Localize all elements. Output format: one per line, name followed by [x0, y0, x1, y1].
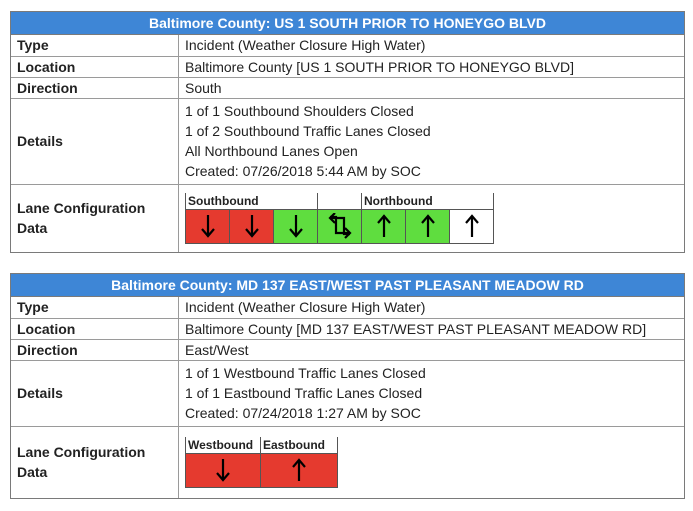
incident-title: Baltimore County: MD 137 EAST/WEST PAST PLEASANT MEADOW RD [11, 274, 684, 297]
lane-cell-open [406, 209, 450, 243]
arrow-down-icon [200, 213, 216, 239]
detail-line: 1 of 1 Southbound Shoulders Closed [185, 103, 414, 119]
lane-cell-open [274, 209, 318, 243]
type-label: Type [11, 35, 179, 56]
direction-value: East/West [179, 339, 685, 360]
detail-line: Created: 07/26/2018 5:44 AM by SOC [185, 163, 421, 179]
two-way-turn-icon [327, 213, 353, 239]
lane-config-label [11, 184, 179, 252]
arrow-down-icon [244, 213, 260, 239]
details-label: Details [11, 360, 179, 426]
details-label: Details [11, 98, 179, 184]
location-value: Baltimore County [MD 137 EAST/WEST PAST PLEASANT MEADOW RD] [179, 318, 685, 339]
direction-label: Direction [11, 339, 179, 360]
detail-line: All Northbound Lanes Open [185, 143, 358, 159]
lane-header-eastbound: Eastbound [261, 437, 338, 454]
lane-cell-closed [230, 209, 274, 243]
details-value [179, 360, 685, 426]
lane-cell-closed [186, 209, 230, 243]
arrow-up-icon [376, 213, 392, 239]
arrow-up-icon [420, 213, 436, 239]
detail-line: 1 of 1 Eastbound Traffic Lanes Closed [185, 385, 423, 401]
incident-info-table [11, 35, 684, 252]
detail-line: Created: 07/24/2018 1:27 AM by SOC [185, 405, 421, 421]
type-label: Type [11, 297, 179, 318]
type-value: Incident (Weather Closure High Water) [185, 37, 426, 54]
lane-config-label-line-1: Lane Configuration [17, 444, 146, 461]
lane-cell-open [362, 209, 406, 243]
lane-cell-shoulder [450, 209, 494, 243]
lane-cell-closed [186, 453, 261, 487]
location-label: Location [11, 56, 179, 77]
lane-header-westbound: Westbound [186, 437, 261, 454]
incident-panel [10, 11, 685, 253]
lane-cell-open [318, 209, 362, 243]
arrow-up-icon [291, 457, 307, 483]
lane-header-southbound: Southbound [186, 193, 318, 210]
lane-config-label-line-2: Data [17, 464, 48, 481]
lane-diagram [185, 193, 494, 244]
lane-header-northbound: Northbound [362, 193, 494, 210]
lane-config-value [179, 184, 685, 252]
arrow-down-icon [215, 457, 231, 483]
lane-config-label [11, 426, 179, 498]
location-value: Baltimore County [US 1 SOUTH PRIOR TO HONEYGO BLVD] [179, 56, 685, 77]
lane-config-label-line-1: Lane Configuration [17, 200, 146, 217]
lane-header-spacer [318, 193, 362, 210]
details-value [179, 98, 685, 184]
location-label: Location [11, 318, 179, 339]
arrow-up-icon [464, 213, 480, 239]
type-value: Incident (Weather Closure High Water) [185, 299, 426, 316]
lane-config-label-line-2: Data [17, 220, 48, 237]
detail-line: 1 of 1 Westbound Traffic Lanes Closed [185, 365, 426, 381]
incident-panel [10, 273, 685, 499]
arrow-down-icon [288, 213, 304, 239]
lane-cell-closed [261, 453, 338, 487]
lane-diagram [185, 437, 338, 488]
incident-info-table [11, 297, 684, 498]
incident-title: Baltimore County: US 1 SOUTH PRIOR TO HONEYGO BLVD [11, 12, 684, 35]
direction-value: South [179, 77, 685, 98]
lane-config-value [179, 426, 685, 498]
direction-label: Direction [11, 77, 179, 98]
detail-line: 1 of 2 Southbound Traffic Lanes Closed [185, 123, 431, 139]
